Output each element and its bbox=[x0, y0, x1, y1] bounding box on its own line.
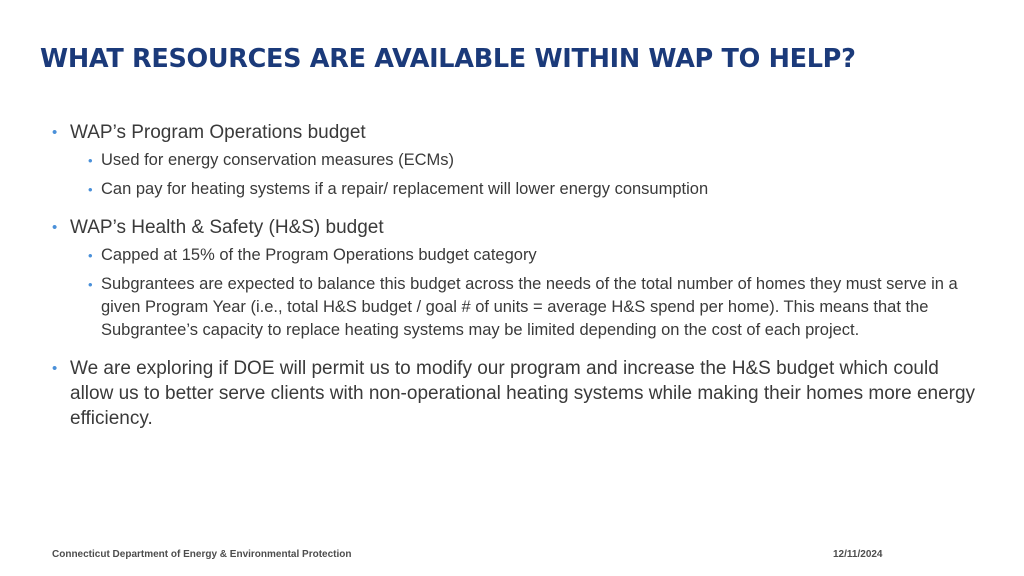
bullet-item-doe-exploration bbox=[52, 356, 982, 431]
sub-bullet-item bbox=[88, 244, 982, 267]
bullet-item-health-safety bbox=[52, 215, 982, 342]
bullet-icon: • bbox=[88, 277, 93, 292]
bullet-icon: • bbox=[88, 248, 93, 263]
bullet-text: We are exploring if DOE will permit us to modify our program and increase the H&S budget which could allow us to better serve clients with non-operational heating systems while making their homes more energy efficiency. bbox=[70, 358, 976, 429]
sub-bullet-item bbox=[88, 149, 982, 172]
bullet-text: WAP’s Program Operations budget bbox=[70, 122, 366, 143]
slide-title: WHAT RESOURCES ARE AVAILABLE WITHIN WAP TO HELP? bbox=[40, 44, 856, 74]
slide-content bbox=[52, 120, 982, 445]
bullet-icon: • bbox=[52, 360, 58, 377]
sub-bullet-item bbox=[88, 178, 982, 201]
sub-bullet-text: Used for energy conservation measures (ECMs) bbox=[101, 151, 455, 169]
footer-date: 12/11/2024 bbox=[833, 549, 883, 560]
sub-bullet-text: Can pay for heating systems if a repair/ replacement will lower energy consumption bbox=[101, 180, 709, 198]
bullet-text: WAP’s Health & Safety (H&S) budget bbox=[70, 217, 384, 238]
bullet-item-program-operations bbox=[52, 120, 982, 201]
sub-bullet-item bbox=[88, 273, 982, 342]
bullet-icon: • bbox=[88, 153, 93, 168]
sub-bullet-text: Capped at 15% of the Program Operations budget category bbox=[101, 246, 537, 264]
bullet-icon: • bbox=[52, 124, 58, 141]
footer-organization: Connecticut Department of Energy & Environmental Protection bbox=[52, 549, 352, 560]
sub-bullet-list bbox=[70, 244, 982, 342]
sub-bullet-text: Subgrantees are expected to balance this budget across the needs of the total number of homes they must serve in a given Program Year (i.e., total H&S budget / goal # of units = average H&S spend per home). This means that the Subgrantee’s capacity to replace heating systems may be limited depending on the cost of each project. bbox=[101, 275, 958, 339]
bullet-icon: • bbox=[52, 219, 58, 236]
bullet-icon: • bbox=[88, 182, 93, 197]
bullet-list bbox=[52, 120, 982, 431]
sub-bullet-list bbox=[70, 149, 982, 201]
